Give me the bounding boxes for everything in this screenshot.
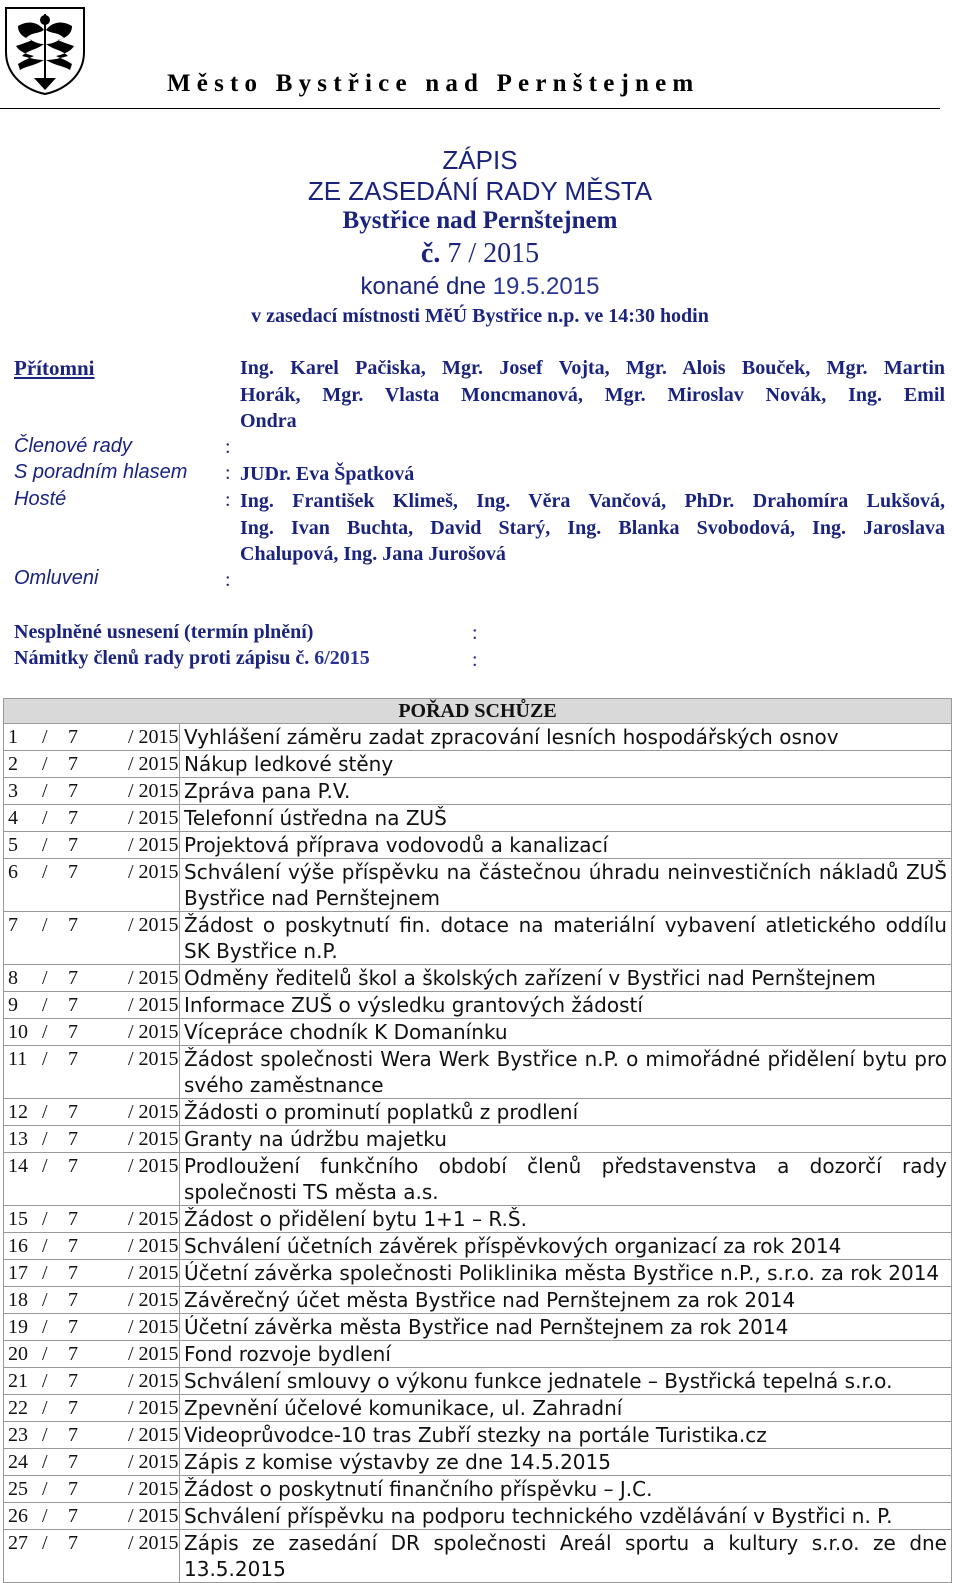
agenda-number-part: / 2015	[128, 1021, 179, 1043]
agenda-row	[4, 1314, 952, 1341]
doc-number	[0, 238, 960, 270]
agenda-item-number	[4, 965, 180, 992]
guests-list	[240, 488, 945, 568]
agenda-row	[4, 1422, 952, 1449]
agenda-header-row	[4, 699, 952, 724]
agenda-number-part: /	[42, 967, 48, 989]
agenda-number-part: 7	[68, 861, 78, 883]
agenda-number-part: 14	[8, 1155, 28, 1177]
agenda-row	[4, 1395, 952, 1422]
agenda-row	[4, 1530, 952, 1583]
agenda-body	[4, 724, 952, 1583]
guests-line: Chalupová, Ing. Jana Jurošová	[240, 543, 506, 565]
agenda-number-part: 7	[68, 726, 78, 748]
agenda-number-part: / 2015	[128, 1451, 179, 1473]
agenda-number-part: 7	[68, 1048, 78, 1070]
agenda-number-part: / 2015	[128, 1155, 179, 1177]
agenda-number-part: 23	[8, 1424, 28, 1446]
guests-line: Ing. Ivan Buchta, David Starý, Ing. Blanka Svobodová, Ing. Jaroslava	[240, 516, 945, 539]
agenda-number-part: 25	[8, 1478, 28, 1500]
agenda-number-part: 18	[8, 1289, 28, 1311]
agenda-item-number	[4, 1099, 180, 1126]
agenda-row	[4, 1368, 952, 1395]
agenda-number-part: 7	[68, 1397, 78, 1419]
agenda-item-number	[4, 1233, 180, 1260]
agenda-number-part: 7	[68, 1208, 78, 1230]
agenda-item-title: Telefonní ústředna na ZUŠ	[180, 805, 952, 832]
agenda-number-part: / 2015	[128, 807, 179, 829]
agenda-number-part: 6	[8, 861, 18, 883]
agenda-item-number	[4, 778, 180, 805]
agenda-number-part: / 2015	[128, 1128, 179, 1150]
agenda-item-title: Schválení smlouvy o výkonu funkce jednatele – Bystřická tepelná s.r.o.	[180, 1368, 952, 1395]
agenda-number-part: /	[42, 753, 48, 775]
agenda-number-part: /	[42, 1021, 48, 1043]
agenda-number-part: / 2015	[128, 1048, 179, 1070]
agenda-number-part: /	[42, 994, 48, 1016]
agenda-number-part: 7	[68, 1505, 78, 1527]
advisory-label: S poradním hlasem	[14, 461, 188, 483]
agenda-item-title: Vyhlášení záměru zadat zpracování lesních hospodářských osnov	[180, 724, 952, 751]
advisory-value: JUDr. Eva Špatková	[240, 463, 415, 485]
agenda-item-number	[4, 1126, 180, 1153]
agenda-number-part: 2	[8, 753, 18, 775]
agenda-number-part: 7	[68, 753, 78, 775]
agenda-heading: POŘAD SCHŮZE	[4, 699, 952, 724]
agenda-row	[4, 1233, 952, 1260]
agenda-item-title: Žádost o poskytnutí fin. dotace na materiální vybavení atletického oddílu SK Bystřice n.P.	[180, 912, 952, 965]
agenda-number-part: 13	[8, 1128, 28, 1150]
agenda-number-part: /	[42, 1451, 48, 1473]
date-value: 19.5.2015	[492, 273, 600, 300]
agenda-number-part: /	[42, 834, 48, 856]
present-label: Přítomni	[14, 356, 95, 380]
agenda-item-number	[4, 992, 180, 1019]
agenda-item-title: Závěrečný účet města Bystřice nad Pernštejnem za rok 2014	[180, 1287, 952, 1314]
agenda-item-title: Fond rozvoje bydlení	[180, 1341, 952, 1368]
agenda-number-part: 7	[68, 1316, 78, 1338]
agenda-item-number	[4, 751, 180, 778]
agenda-item-title: Schválení výše příspěvku na částečnou úhradu neinvestičních nákladů ZUŠ Bystřice nad Pernštejnem	[180, 859, 952, 912]
agenda-item-title: Projektová příprava vodovodů a kanalizací	[180, 832, 952, 859]
agenda-item-number	[4, 859, 180, 912]
agenda-row	[4, 832, 952, 859]
agenda-number-part: /	[42, 1048, 48, 1070]
objections-ref: 6/2015	[314, 647, 370, 669]
agenda-row	[4, 965, 952, 992]
agenda-row	[4, 805, 952, 832]
agenda-item-title: Zpevnění účelové komunikace, ul. Zahradní	[180, 1395, 952, 1422]
agenda-number-part: 11	[8, 1048, 28, 1070]
agenda-number-part: 7	[68, 1235, 78, 1257]
agenda-number-part: 7	[68, 1532, 78, 1554]
agenda-item-number	[4, 1153, 180, 1206]
agenda-number-part: / 2015	[128, 780, 179, 802]
agenda-item-number	[4, 1314, 180, 1341]
present-line: Ondra	[240, 410, 297, 432]
agenda-number-part: 8	[8, 967, 18, 989]
header-divider	[0, 108, 940, 109]
agenda-number-part: / 2015	[128, 1101, 179, 1123]
agenda-number-part: 19	[8, 1316, 28, 1338]
agenda-number-part: /	[42, 1316, 48, 1338]
agenda-number-part: 7	[68, 1478, 78, 1500]
agenda-number-part: 7	[68, 1424, 78, 1446]
agenda-number-part: / 2015	[128, 914, 179, 936]
guests-colon: :	[225, 489, 231, 511]
agenda-number-part: / 2015	[128, 967, 179, 989]
agenda-item-title: Zápis z komise výstavby ze dne 14.5.2015	[180, 1449, 952, 1476]
agenda-number-part: 7	[68, 1451, 78, 1473]
agenda-row	[4, 1019, 952, 1046]
agenda-item-title: Účetní závěrka města Bystřice nad Pernštejnem za rok 2014	[180, 1314, 952, 1341]
agenda-row	[4, 1153, 952, 1206]
agenda-number-part: /	[42, 1424, 48, 1446]
agenda-item-title: Zpráva pana P.V.	[180, 778, 952, 805]
agenda-number-part: 7	[68, 1101, 78, 1123]
agenda-item-number	[4, 1449, 180, 1476]
agenda-number-part: /	[42, 807, 48, 829]
agenda-number-part: 7	[68, 967, 78, 989]
members-colon: :	[225, 436, 231, 458]
agenda-number-part: / 2015	[128, 1235, 179, 1257]
agenda-number-part: 7	[68, 1155, 78, 1177]
unfulfilled-label: Nesplněné usnesení (termín plnění)	[14, 621, 314, 643]
agenda-number-part: 5	[8, 834, 18, 856]
members-label: Členové rady	[14, 435, 132, 457]
number-value: 7 / 2015	[447, 238, 540, 269]
excused-colon: :	[225, 569, 231, 591]
unfulfilled-colon: :	[472, 622, 478, 644]
agenda-table	[3, 698, 952, 1583]
agenda-number-part: 22	[8, 1397, 28, 1419]
agenda-number-part: 26	[8, 1505, 28, 1527]
guests-line: Ing. František Klimeš, Ing. Věra Vančová, PhDr. Drahomíra Lukšová,	[240, 490, 945, 512]
agenda-number-part: /	[42, 1370, 48, 1392]
objections-label	[14, 647, 370, 670]
agenda-number-part: 17	[8, 1262, 28, 1284]
agenda-row	[4, 1341, 952, 1368]
agenda-number-part: / 2015	[128, 1343, 179, 1365]
agenda-number-part: 7	[68, 1128, 78, 1150]
present-line: Horák, Mgr. Vlasta Moncmanová, Mgr. Miroslav Novák, Ing. Emil	[240, 383, 945, 406]
agenda-row	[4, 1099, 952, 1126]
agenda-number-part: /	[42, 1397, 48, 1419]
agenda-row	[4, 1476, 952, 1503]
agenda-item-title: Žádost o poskytnutí finančního příspěvku – J.C.	[180, 1476, 952, 1503]
agenda-item-number	[4, 1476, 180, 1503]
agenda-number-part: 21	[8, 1370, 28, 1392]
agenda-item-title: Žádosti o prominutí poplatků z prodlení	[180, 1099, 952, 1126]
present-list	[240, 355, 945, 435]
agenda-row	[4, 778, 952, 805]
agenda-row	[4, 1449, 952, 1476]
agenda-item-title: Nákup ledkové stěny	[180, 751, 952, 778]
agenda-number-part: 12	[8, 1101, 28, 1123]
doc-date	[0, 273, 960, 301]
agenda-row	[4, 1046, 952, 1099]
agenda-item-title: Žádost společnosti Wera Werk Bystřice n.P. o mimořádné přidělení bytu pro svého zaměstnance	[180, 1046, 952, 1099]
agenda-item-title: Informace ZUŠ o výsledku grantových žádostí	[180, 992, 952, 1019]
agenda-number-part: 16	[8, 1235, 28, 1257]
agenda-row	[4, 912, 952, 965]
town-name: Město Bystřice nad Pernštejnem	[167, 70, 700, 97]
agenda-row	[4, 1260, 952, 1287]
agenda-number-part: 7	[8, 914, 18, 936]
agenda-number-part: /	[42, 1155, 48, 1177]
agenda-number-part: 7	[68, 1343, 78, 1365]
agenda-number-part: / 2015	[128, 994, 179, 1016]
agenda-row	[4, 1126, 952, 1153]
agenda-item-title: Granty na údržbu majetku	[180, 1126, 952, 1153]
agenda-item-number	[4, 1206, 180, 1233]
agenda-number-part: 7	[68, 780, 78, 802]
agenda-row	[4, 1503, 952, 1530]
agenda-number-part: /	[42, 1101, 48, 1123]
agenda-item-number	[4, 832, 180, 859]
guests-label: Hosté	[14, 488, 67, 510]
agenda-number-part: 24	[8, 1451, 28, 1473]
agenda-number-part: / 2015	[128, 861, 179, 883]
agenda-number-part: /	[42, 726, 48, 748]
agenda-number-part: 1	[8, 726, 18, 748]
agenda-number-part: 7	[68, 994, 78, 1016]
agenda-number-part: 20	[8, 1343, 28, 1365]
agenda-item-title: Schválení účetních závěrek příspěvkových organizací za rok 2014	[180, 1233, 952, 1260]
agenda-item-number	[4, 1368, 180, 1395]
doc-place: v zasedací místnosti MěÚ Bystřice n.p. ve 14:30 hodin	[251, 305, 709, 327]
agenda-item-number	[4, 1422, 180, 1449]
agenda-row	[4, 992, 952, 1019]
date-label: konané dne	[360, 273, 486, 300]
agenda-number-part: 7	[68, 1021, 78, 1043]
agenda-number-part: / 2015	[128, 1397, 179, 1419]
doc-subtitle: ZE ZASEDÁNÍ RADY MĚSTA	[307, 176, 653, 206]
agenda-item-title: Videoprůvodce-10 tras Zubří stezky na portále Turistika.cz	[180, 1422, 952, 1449]
agenda-number-part: / 2015	[128, 834, 179, 856]
agenda-row	[4, 751, 952, 778]
town-crest-logo	[4, 4, 86, 96]
agenda-number-part: 7	[68, 1289, 78, 1311]
agenda-number-part: / 2015	[128, 1208, 179, 1230]
agenda-number-part: /	[42, 780, 48, 802]
excused-label: Omluveni	[14, 567, 99, 589]
agenda-item-title: Zápis ze zasedání DR společnosti Areál sportu a kultury s.r.o. ze dne 13.5.2015	[180, 1530, 952, 1583]
agenda-item-number	[4, 1019, 180, 1046]
agenda-number-part: /	[42, 1478, 48, 1500]
agenda-item-number	[4, 912, 180, 965]
agenda-number-part: / 2015	[128, 1532, 179, 1554]
agenda-number-part: / 2015	[128, 1370, 179, 1392]
objections-colon: :	[472, 649, 478, 671]
agenda-number-part: 7	[68, 1370, 78, 1392]
agenda-item-number	[4, 724, 180, 751]
agenda-number-part: 7	[68, 834, 78, 856]
agenda-number-part: /	[42, 1532, 48, 1554]
agenda-item-title: Žádost o přidělení bytu 1+1 – R.Š.	[180, 1206, 952, 1233]
number-prefix: č.	[420, 238, 441, 269]
agenda-number-part: /	[42, 1262, 48, 1284]
agenda-number-part: / 2015	[128, 1478, 179, 1500]
agenda-number-part: / 2015	[128, 1316, 179, 1338]
agenda-number-part: / 2015	[128, 1424, 179, 1446]
agenda-number-part: / 2015	[128, 1262, 179, 1284]
agenda-number-part: /	[42, 1289, 48, 1311]
agenda-number-part: 7	[68, 914, 78, 936]
agenda-item-title: Účetní závěrka společnosti Poliklinika města Bystřice n.P., s.r.o. za rok 2014	[180, 1260, 952, 1287]
agenda-row	[4, 1287, 952, 1314]
agenda-number-part: 7	[68, 807, 78, 829]
doc-title: ZÁPIS	[442, 145, 518, 175]
agenda-number-part: /	[42, 1128, 48, 1150]
agenda-item-title: Prodloužení funkčního období členů představenstva a dozorčí rady společnosti TS města a.s.	[180, 1153, 952, 1206]
agenda-item-number	[4, 1503, 180, 1530]
agenda-number-part: / 2015	[128, 1289, 179, 1311]
present-line: Ing. Karel Pačiska, Mgr. Josef Vojta, Mgr. Alois Bouček, Mgr. Martin	[240, 357, 945, 379]
agenda-number-part: / 2015	[128, 753, 179, 775]
doc-town: Bystřice nad Pernštejnem	[342, 207, 618, 234]
agenda-number-part: 3	[8, 780, 18, 802]
agenda-item-number	[4, 1530, 180, 1583]
agenda-number-part: /	[42, 1343, 48, 1365]
agenda-item-title: Odměny ředitelů škol a školských zařízení v Bystřici nad Pernštejnem	[180, 965, 952, 992]
agenda-row	[4, 1206, 952, 1233]
agenda-number-part: 9	[8, 994, 18, 1016]
agenda-number-part: /	[42, 861, 48, 883]
agenda-item-number	[4, 1287, 180, 1314]
agenda-item-title: Vícepráce chodník K Domanínku	[180, 1019, 952, 1046]
agenda-item-number	[4, 1341, 180, 1368]
agenda-item-number	[4, 1046, 180, 1099]
agenda-row	[4, 859, 952, 912]
agenda-number-part: 10	[8, 1021, 28, 1043]
agenda-number-part: 15	[8, 1208, 28, 1230]
agenda-number-part: 27	[8, 1532, 28, 1554]
agenda-item-title: Schválení příspěvku na podporu technického vzdělávání v Bystřici n. P.	[180, 1503, 952, 1530]
agenda-item-number	[4, 1260, 180, 1287]
agenda-number-part: /	[42, 1505, 48, 1527]
agenda-number-part: / 2015	[128, 726, 179, 748]
advisory-colon: :	[225, 462, 231, 484]
agenda-number-part: / 2015	[128, 1505, 179, 1527]
agenda-item-number	[4, 1395, 180, 1422]
objections-text: Námitky členů rady proti zápisu č.	[14, 647, 310, 669]
agenda-number-part: /	[42, 1235, 48, 1257]
agenda-number-part: 7	[68, 1262, 78, 1284]
agenda-item-number	[4, 805, 180, 832]
agenda-row	[4, 724, 952, 751]
agenda-number-part: 4	[8, 807, 18, 829]
agenda-number-part: /	[42, 1208, 48, 1230]
agenda-number-part: /	[42, 914, 48, 936]
